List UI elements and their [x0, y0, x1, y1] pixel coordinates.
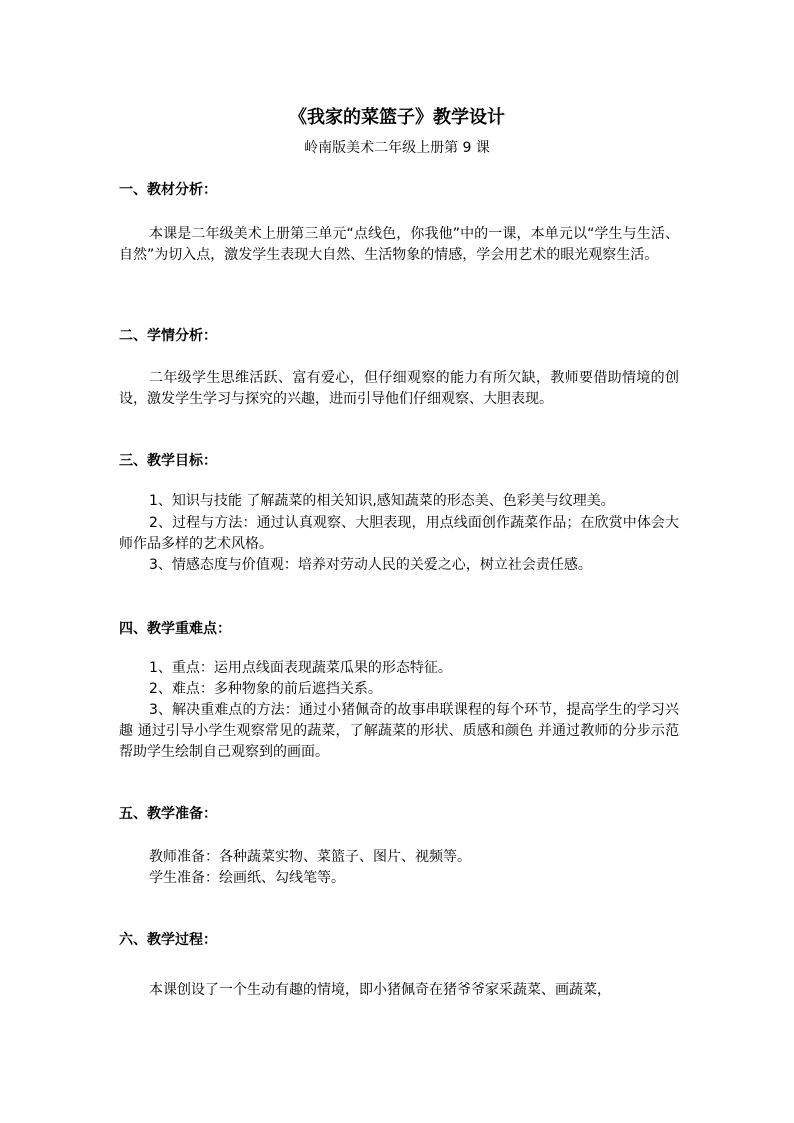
section-heading-preparation: 五、教学准备：	[119, 806, 217, 822]
section-heading-teaching-process: 六、教学过程：	[119, 932, 217, 948]
section-paragraph-textbook-analysis: 本课是二年级美术上册第三单元“点线色，你我他”中的一课，本单元以“学生与生活、自然”为切入点，激发学生表现大自然、生活物象的情感，学会用艺术的眼光观察生活。	[119, 226, 679, 263]
key-point-focus: 1、重点：运用点线面表现蔬菜瓜果的形态特征。	[149, 660, 452, 676]
preparation-student: 学生准备：绘画纸、勾线笔等。	[149, 870, 345, 886]
section-heading-student-analysis: 二、学情分析：	[119, 328, 217, 344]
section-heading-key-points: 四、教学重难点：	[119, 621, 231, 637]
document-subtitle: 岭南版美术二年级上册第 9 课	[304, 140, 490, 156]
goal-item-process: 2、过程与方法：通过认真观察、大胆表现，用点线面创作蔬菜作品；在欣赏中体会大师作品多样的艺术风格。	[119, 515, 679, 552]
document-title: 《我家的菜篮子》教学设计	[289, 107, 505, 128]
preparation-teacher: 教师准备：各种蔬菜实物、菜篮子、图片、视频等。	[149, 849, 471, 865]
section-paragraph-teaching-process: 本课创设了一个生动有趣的情境，即小猪佩奇在猪爷爷家采蔬菜、画蔬菜，	[149, 982, 611, 998]
section-heading-textbook-analysis: 一、教材分析：	[119, 182, 217, 198]
section-paragraph-student-analysis: 二年级学生思维活跃、富有爱心，但仔细观察的能力有所欠缺，教师要借助情境的创设，激发学生学习与探究的兴趣，进而引导他们仔细观察、大胆表现。	[119, 370, 679, 407]
section-heading-teaching-goals: 三、教学目标：	[119, 453, 217, 469]
key-point-difficulty: 2、难点：多种物象的前后遮挡关系。	[149, 681, 382, 697]
key-point-method: 3、解决重难点的方法：通过小猪佩奇的故事串联课程的每个环节，提高学生的学习兴趣 通过引导小学生观察常见的蔬菜，了解蔬菜的形状、质感和颜色 并通过教师的分步示范帮助学生绘制自己观察到的画面。	[119, 702, 679, 760]
goal-item-knowledge: 1、知识与技能 了解蔬菜的相关知识,感知蔬菜的形态美、色彩美与纹理美。	[149, 493, 615, 509]
goal-item-attitude: 3、情感态度与价值观：培养对劳动人民的关爱之心，树立社会责任感。	[149, 557, 592, 573]
